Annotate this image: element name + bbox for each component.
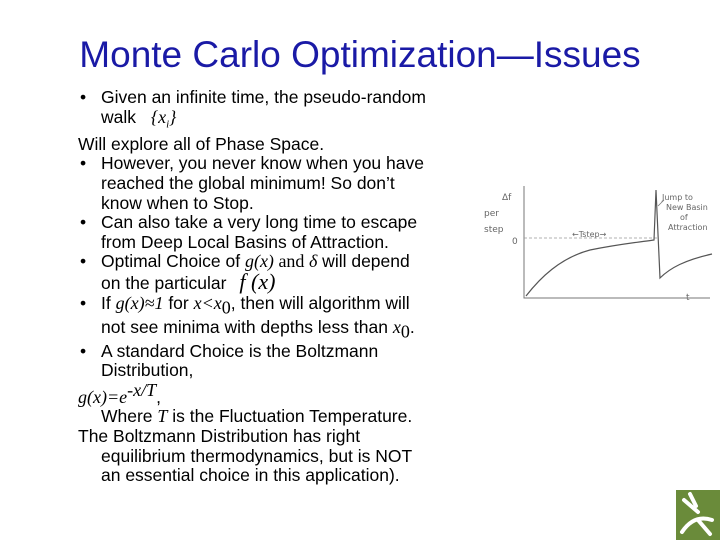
bullet-dot: •	[80, 292, 87, 313]
bullet-g-approx-one: • If g(x)≈1 for $x<x_0$, then will algorithm will not see minima with depths less than $x_0$.	[80, 292, 415, 342]
sketch-pointer	[658, 200, 664, 206]
where-temperature: Where T is the Fluctuation Temperature.	[101, 406, 413, 427]
slide-title: Monte Carlo Optimization—Issues	[79, 34, 641, 75]
function-f: f (x)	[239, 268, 276, 294]
hand-sketch-energy-plot	[480, 178, 716, 308]
sketch-jump-1: Jump to	[662, 193, 693, 202]
bullet-dot: •	[80, 153, 87, 174]
sketch-t: t	[686, 293, 690, 303]
sketch-step: step	[484, 225, 504, 235]
bullet-never-know: • However, you never know when you have reached the global minimum! So don’t know when to Stop.	[80, 153, 424, 213]
bullet-escape: • Can also take a very long time to escape from Deep Local Basins of Attraction.	[80, 212, 418, 252]
bullet-infinite-time	[78, 88, 498, 135]
bullet-optimal-choice: • Optimal Choice of g(x) and δ will depend on the particular f (x)	[80, 251, 410, 294]
bullet-boltzmann: • A standard Choice is the Boltzmann Distribution,	[80, 340, 379, 381]
sketch-delta-f: Δf	[502, 193, 512, 203]
bullet-dot: •	[80, 212, 87, 233]
continuation-phase-space: Will explore all of Phase Space.	[78, 133, 325, 154]
logo-icon	[676, 490, 720, 540]
sketch-per: per	[484, 209, 499, 219]
continuation-boltzmann: The Boltzmann Distribution has right equilibrium thermodynamics, but is NOT an essential choice in this application).	[78, 425, 413, 486]
sketch-jump-4: Attraction	[668, 223, 708, 232]
sketch-jump-3: of	[680, 213, 688, 222]
sketch-tstep: ←Tstep→	[572, 230, 607, 239]
bullet-dot: •	[80, 340, 87, 361]
boltzmann-formula: $g(x)=e^{-x/T}$,	[78, 379, 161, 407]
sketch-jump-2: New Basin	[666, 203, 708, 212]
walk-set: $\{x_i\}$	[150, 106, 177, 131]
bullet-text: walk	[101, 106, 137, 127]
bullet-text: Given an infinite time, the pseudo-random	[101, 87, 426, 107]
bullet-dot: •	[80, 251, 87, 272]
bullet-dot: •	[80, 87, 87, 107]
sketch-zero: 0	[512, 237, 518, 247]
slide-body	[78, 88, 498, 486]
